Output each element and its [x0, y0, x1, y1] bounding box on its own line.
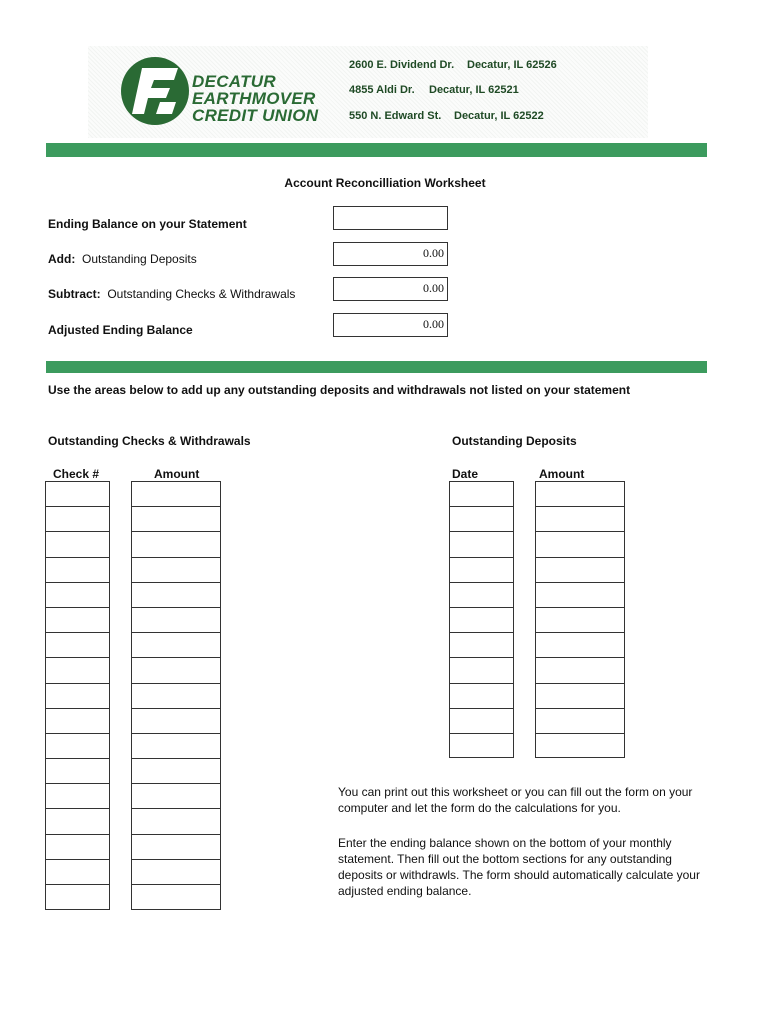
deposits-heading: Outstanding Deposits: [452, 434, 577, 448]
check-amount-column: [131, 481, 221, 910]
deposit-date-cell[interactable]: [450, 734, 513, 759]
deposit-amount-cell[interactable]: [536, 532, 624, 557]
adjusted-balance-label: Adjusted Ending Balance: [48, 323, 193, 337]
deposit-date-cell[interactable]: [450, 507, 513, 532]
note-instructions: Enter the ending balance shown on the bottom of your monthly statement. Then fill out the bottom sections for any outstanding deposits or withdrawls. The form should automatically calculate your adjusted ending balance.: [338, 836, 700, 898]
check-amount-cell[interactable]: [132, 860, 220, 885]
check-amount-cell[interactable]: [132, 835, 220, 860]
check-amount-cell[interactable]: [132, 608, 220, 633]
deposit-amount-cell[interactable]: [536, 633, 624, 658]
deposit-date-cell[interactable]: [450, 633, 513, 658]
address-1-city: Decatur, IL 62526: [467, 59, 557, 71]
org-name-line2: EARTHMOVER: [192, 89, 316, 108]
deposit-date-cell[interactable]: [450, 558, 513, 583]
deposit-amount-cell[interactable]: [536, 734, 624, 759]
deposit-amount-cell[interactable]: [536, 709, 624, 734]
check-number-cell[interactable]: [46, 885, 109, 910]
credit-union-logo-icon: [120, 52, 190, 130]
deposit-date-column: [449, 481, 514, 758]
check-amount-cell[interactable]: [132, 633, 220, 658]
org-name-line3: CREDIT UNION: [192, 106, 319, 125]
outstanding-deposits-total[interactable]: 0.00: [333, 242, 448, 266]
check-number-cell[interactable]: [46, 507, 109, 532]
deposit-amount-cell[interactable]: [536, 482, 624, 507]
adjusted-balance-field[interactable]: 0.00: [333, 313, 448, 337]
check-number-cell[interactable]: [46, 784, 109, 809]
address-2-city: Decatur, IL 62521: [429, 84, 519, 96]
check-number-cell[interactable]: [46, 558, 109, 583]
check-number-cell[interactable]: [46, 532, 109, 557]
page-title: Account Reconcilliation Worksheet: [284, 176, 486, 190]
deposit-date-cell[interactable]: [450, 482, 513, 507]
check-amount-cell[interactable]: [132, 583, 220, 608]
top-divider: [46, 143, 707, 157]
check-number-cell[interactable]: [46, 583, 109, 608]
deposit-date-cell[interactable]: [450, 608, 513, 633]
check-amount-cell[interactable]: [132, 532, 220, 557]
outstanding-checks-total[interactable]: 0.00: [333, 277, 448, 301]
check-number-column: [45, 481, 110, 910]
ending-balance-label: Ending Balance on your Statement: [48, 217, 247, 231]
subtract-checks-label: Subtract: Outstanding Checks & Withdrawals: [48, 287, 296, 301]
address-3-street: 550 N. Edward St.: [349, 110, 442, 122]
address-3-city: Decatur, IL 62522: [454, 110, 544, 122]
check-amount-cell[interactable]: [132, 734, 220, 759]
deposit-date-header: Date: [452, 467, 479, 481]
check-number-cell[interactable]: [46, 684, 109, 709]
add-deposits-label: Add: Outstanding Deposits: [48, 252, 197, 266]
deposit-date-cell[interactable]: [450, 583, 513, 608]
checks-heading: Outstanding Checks & Withdrawals: [48, 434, 251, 448]
deposit-amount-cell[interactable]: [536, 608, 624, 633]
deposit-amount-cell[interactable]: [536, 507, 624, 532]
check-amount-cell[interactable]: [132, 507, 220, 532]
check-number-cell[interactable]: [46, 608, 109, 633]
check-number-cell[interactable]: [46, 759, 109, 784]
deposit-date-cell[interactable]: [450, 532, 513, 557]
check-amount-cell[interactable]: [132, 809, 220, 834]
deposit-amount-cell[interactable]: [536, 583, 624, 608]
org-name-line1: DECATUR: [192, 72, 276, 91]
check-number-cell[interactable]: [46, 809, 109, 834]
check-number-cell[interactable]: [46, 709, 109, 734]
deposit-date-cell[interactable]: [450, 709, 513, 734]
check-number-cell[interactable]: [46, 658, 109, 683]
ending-balance-field[interactable]: [333, 206, 448, 230]
check-amount-cell[interactable]: [132, 558, 220, 583]
middle-divider: [46, 361, 707, 373]
deposit-amount-cell[interactable]: [536, 684, 624, 709]
check-number-header: Check #: [53, 467, 100, 481]
check-amount-cell[interactable]: [132, 658, 220, 683]
deposit-amount-header: Amount: [539, 467, 585, 481]
check-amount-cell[interactable]: [132, 784, 220, 809]
check-number-cell[interactable]: [46, 860, 109, 885]
address-1-street: 2600 E. Dividend Dr.: [349, 59, 455, 71]
deposit-amount-column: [535, 481, 625, 758]
check-number-cell[interactable]: [46, 633, 109, 658]
deposit-date-cell[interactable]: [450, 684, 513, 709]
check-number-cell[interactable]: [46, 482, 109, 507]
check-number-cell[interactable]: [46, 835, 109, 860]
check-amount-cell[interactable]: [132, 684, 220, 709]
check-amount-cell[interactable]: [132, 482, 220, 507]
deposit-date-cell[interactable]: [450, 658, 513, 683]
instructions: Use the areas below to add up any outstanding deposits and withdrawals not listed on your statement: [48, 383, 631, 397]
note-print: You can print out this worksheet or you can fill out the form on your computer and let the form do the calculations for you.: [338, 785, 693, 815]
address-2-street: 4855 Aldi Dr.: [349, 84, 415, 96]
check-amount-cell[interactable]: [132, 885, 220, 910]
check-amount-cell[interactable]: [132, 759, 220, 784]
check-amount-cell[interactable]: [132, 709, 220, 734]
check-number-cell[interactable]: [46, 734, 109, 759]
deposit-amount-cell[interactable]: [536, 558, 624, 583]
check-amount-header: Amount: [154, 467, 200, 481]
deposit-amount-cell[interactable]: [536, 658, 624, 683]
